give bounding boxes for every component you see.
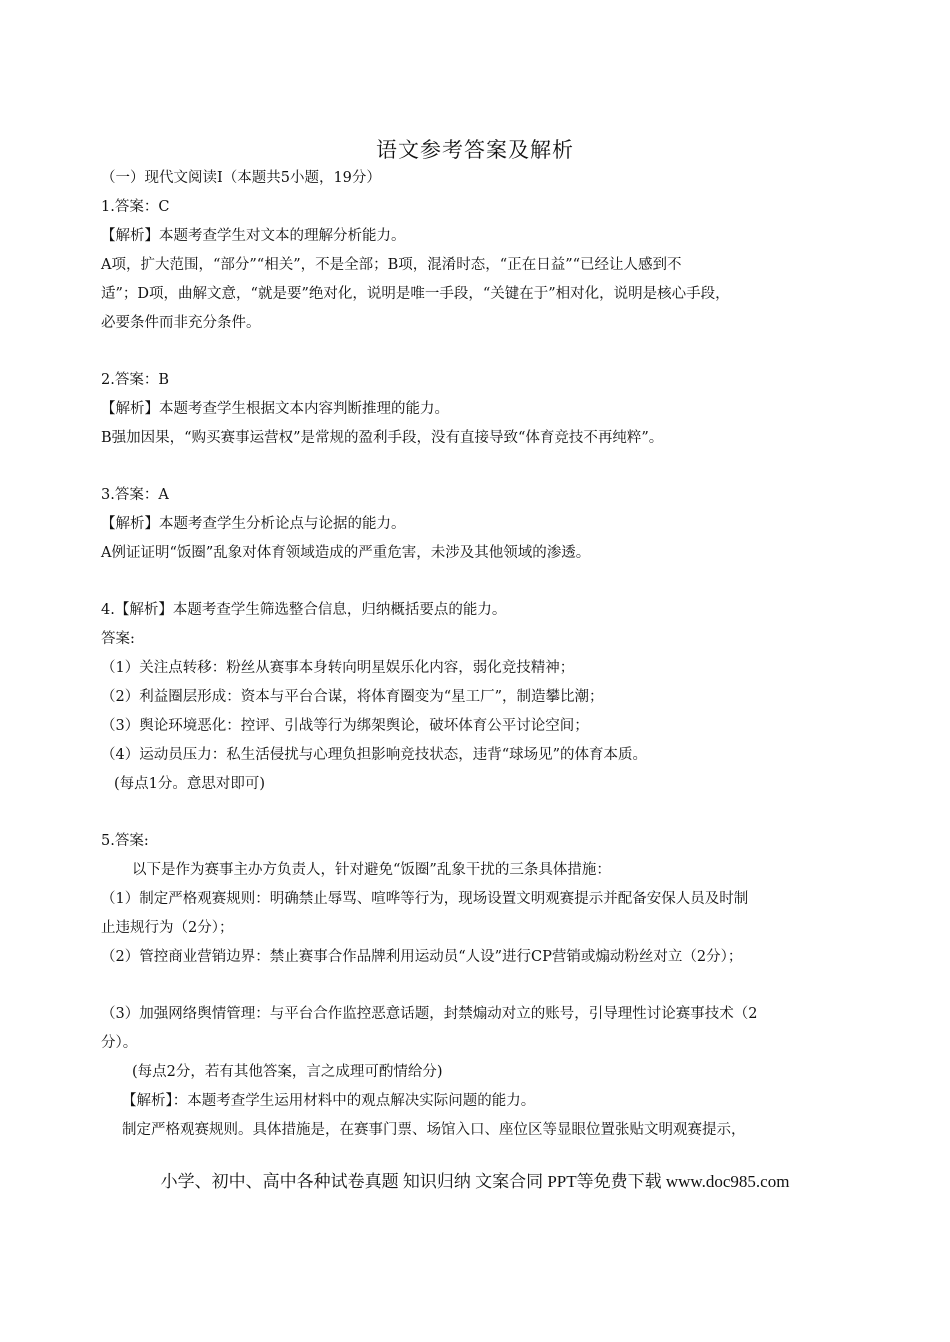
q5-detail: 制定严格观赛规则。具体措施是，在赛事门票、场馆入口、座位区等显眼位置张贴文明观赛提示， bbox=[122, 1122, 746, 1138]
document-title: 语文参考答案及解析 bbox=[376, 138, 574, 162]
q2-detail: B强加因果，“购买赛事运营权”是常规的盈利手段，没有直接导致“体育竞技不再纯粹”。 bbox=[101, 430, 664, 446]
q5-intro: 以下是作为赛事主办方负责人，针对避免“饭圈”乱象干扰的三条具体措施： bbox=[132, 862, 611, 878]
section-header: （一）现代文阅读Ⅰ（本题共5小题，19分） bbox=[101, 170, 381, 186]
q1-answer: 1.答案：C bbox=[101, 199, 170, 215]
q4-point: （2）利益圈层形成：资本与平台合谋，将体育圈变为“星工厂”，制造攀比潮； bbox=[101, 689, 604, 705]
q4-note: (每点1分。意思对即可) bbox=[114, 776, 266, 792]
q1-analysis: 【解析】本题考查学生对文本的理解分析能力。 bbox=[101, 228, 406, 244]
q5-answer-label: 5.答案: bbox=[101, 833, 149, 849]
q3-analysis: 【解析】本题考查学生分析论点与论据的能力。 bbox=[101, 516, 406, 532]
q5-measure: 分）。 bbox=[101, 1035, 138, 1051]
q5-measure: （1）制定严格观赛规则：明确禁止辱骂、喧哗等行为，现场设置文明观赛提示并配备安保人员及时制 bbox=[101, 891, 749, 907]
q1-detail-line: 必要条件而非充分条件。 bbox=[101, 315, 261, 331]
q1-detail-line: 适”；D项，曲解文意，“就是要”绝对化，说明是唯一手段，“关键在于”相对化，说明是核心手段， bbox=[101, 286, 730, 302]
q5-analysis: 【解析】：本题考查学生运用材料中的观点解决实际问题的能力。 bbox=[122, 1093, 536, 1109]
q4-answer-label: 答案: bbox=[101, 631, 135, 647]
q5-note: (每点2分，若有其他答案，言之成理可酌情给分) bbox=[132, 1064, 443, 1080]
q4-point: （3）舆论环境恶化：控评、引战等行为绑架舆论，破坏体育公平讨论空间； bbox=[101, 718, 589, 734]
q3-answer: 3.答案：A bbox=[101, 487, 169, 503]
q5-measure: （2）管控商业营销边界：禁止赛事合作品牌利用运动员“人设”进行CP营销或煽动粉丝对立（2分）； bbox=[101, 949, 743, 965]
q2-answer: 2.答案：B bbox=[101, 372, 169, 388]
q4-point: （1）关注点转移：粉丝从赛事本身转向明星娱乐化内容，弱化竞技精神； bbox=[101, 660, 575, 676]
q2-analysis: 【解析】本题考查学生根据文本内容判断推理的能力。 bbox=[101, 401, 449, 417]
q3-detail: A例证证明“饭圈”乱象对体育领域造成的严重危害，未涉及其他领域的渗透。 bbox=[101, 545, 591, 561]
q5-measure: 止违规行为（2分）； bbox=[101, 920, 234, 936]
q5-measure: （3）加强网络舆情管理：与平台合作监控恶意话题，封禁煽动对立的账号，引导理性讨论赛事技术（2 bbox=[101, 1006, 758, 1022]
q4-point: （4）运动员压力：私生活侵扰与心理负担影响竞技状态，违背“球场见”的体育本质。 bbox=[101, 747, 648, 763]
q4-analysis: 4.【解析】本题考查学生筛选整合信息，归纳概括要点的能力。 bbox=[101, 602, 507, 618]
q1-detail-line: A项，扩大范围，“部分”“相关”，不是全部；B项，混淆时态，“正在日益”“已经让人感到不 bbox=[101, 257, 682, 273]
footer-ad: 小学、初中、高中各种试卷真题 知识归纳 文案合同 PPT等免费下载 www.doc985.com bbox=[160, 1172, 790, 1191]
